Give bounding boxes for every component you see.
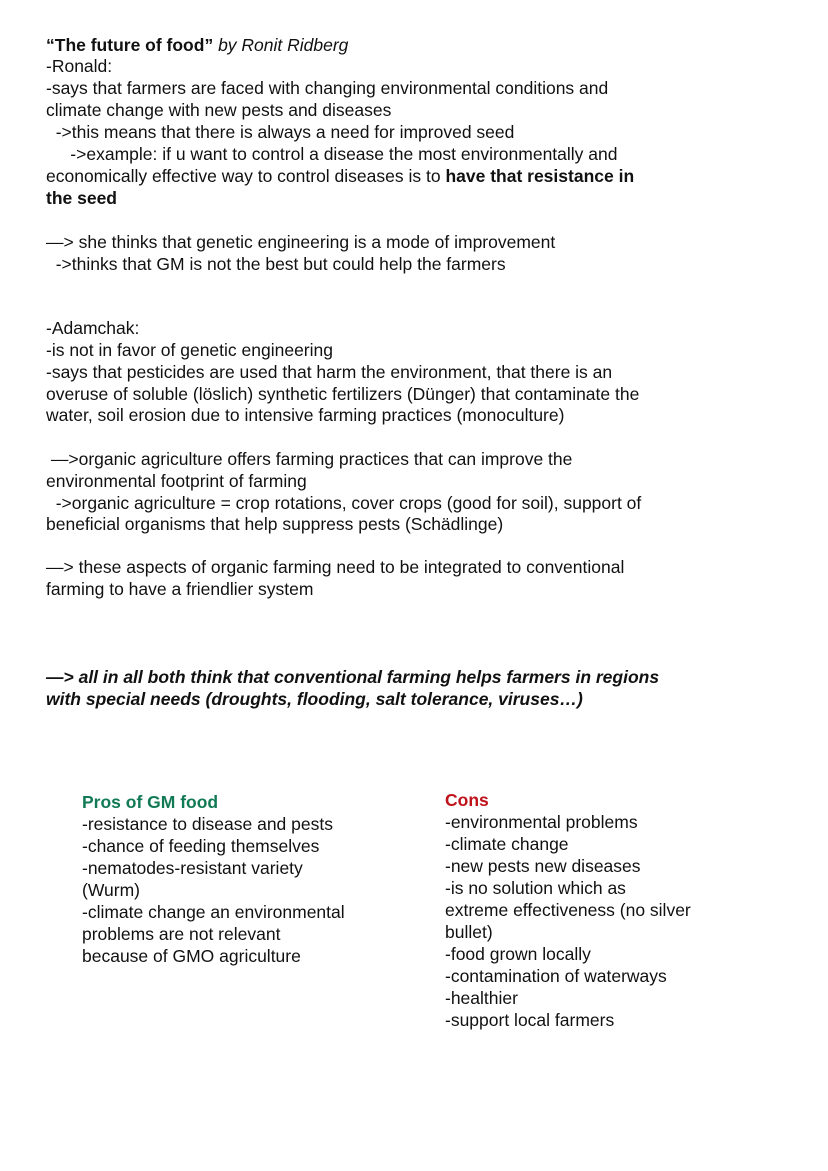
pros-item: -chance of feeding themselves — [82, 836, 320, 856]
pros-item: -nematodes-resistant variety — [82, 858, 303, 878]
title-main: “The future of food” — [46, 35, 214, 55]
text-line: -says that farmers are faced with changing environmental conditions and — [46, 78, 609, 98]
pros-item: because of GMO agriculture — [82, 946, 301, 966]
cons-item: -support local farmers — [445, 1010, 615, 1030]
text-line: -says that pesticides are used that harm the environment, that there is an — [46, 362, 613, 382]
cons-item: -healthier — [445, 988, 518, 1008]
text-line: -is not in favor of genetic engineering — [46, 340, 333, 360]
text-line: ->thinks that GM is not the best but could help the farmers — [46, 254, 506, 274]
text-line: —> she thinks that genetic engineering is a mode of improvement — [46, 232, 556, 252]
cons-item: -climate change — [445, 834, 569, 854]
cons-item: -new pests new diseases — [445, 856, 641, 876]
text-line: ->example: if u want to control a disease the most environmentally and — [46, 144, 618, 164]
pros-item: (Wurm) — [82, 880, 140, 900]
text-line: —>organic agriculture offers farming practices that can improve the — [46, 449, 573, 469]
text-line: overuse of soluble (löslich) synthetic fertilizers (Dünger) that contaminate the — [46, 384, 640, 404]
text-line — [46, 165, 634, 187]
cons-column — [445, 789, 691, 1031]
text-line: beneficial organisms that help suppress pests (Schädlinge) — [46, 514, 504, 534]
cons-item: bullet) — [445, 922, 493, 942]
cons-item: -is no solution which as — [445, 878, 626, 898]
text-line: water, soil erosion due to intensive farming practices (monoculture) — [46, 405, 565, 425]
text-line: environmental footprint of farming — [46, 471, 307, 491]
conclusion-line: —> all in all both think that conventional farming helps farmers in regions — [46, 667, 660, 687]
document-title — [46, 34, 348, 56]
text-line: ->organic agriculture = crop rotations, cover crops (good for soil), support of — [46, 493, 642, 513]
pros-item: -climate change an environmental — [82, 902, 345, 922]
pros-item: -resistance to disease and pests — [82, 814, 333, 834]
bold-segment: have that resistance in — [445, 166, 635, 186]
text-segment: economically effective way to control diseases is to — [46, 166, 446, 186]
title-byline: by Ronit Ridberg — [213, 35, 349, 55]
text-line: ->this means that there is always a need for improved seed — [46, 122, 515, 142]
ronald-heading: -Ronald: — [46, 56, 113, 76]
pros-title: Pros of GM food — [82, 792, 219, 812]
cons-title: Cons — [445, 790, 489, 810]
cons-item: -food grown locally — [445, 944, 591, 964]
adamchak-heading: -Adamchak: — [46, 318, 140, 338]
cons-item: extreme effectiveness (no silver — [445, 900, 691, 920]
cons-item: -contamination of waterways — [445, 966, 667, 986]
text-line: the seed — [46, 188, 117, 208]
text-line: —> these aspects of organic farming need to be integrated to conventional — [46, 557, 625, 577]
pros-item: problems are not relevant — [82, 924, 281, 944]
conclusion-line: with special needs (droughts, flooding, salt tolerance, viruses…) — [46, 689, 583, 709]
pros-column — [82, 791, 345, 967]
text-line: farming to have a friendlier system — [46, 579, 314, 599]
text-line: climate change with new pests and diseases — [46, 100, 392, 120]
cons-item: -environmental problems — [445, 812, 638, 832]
